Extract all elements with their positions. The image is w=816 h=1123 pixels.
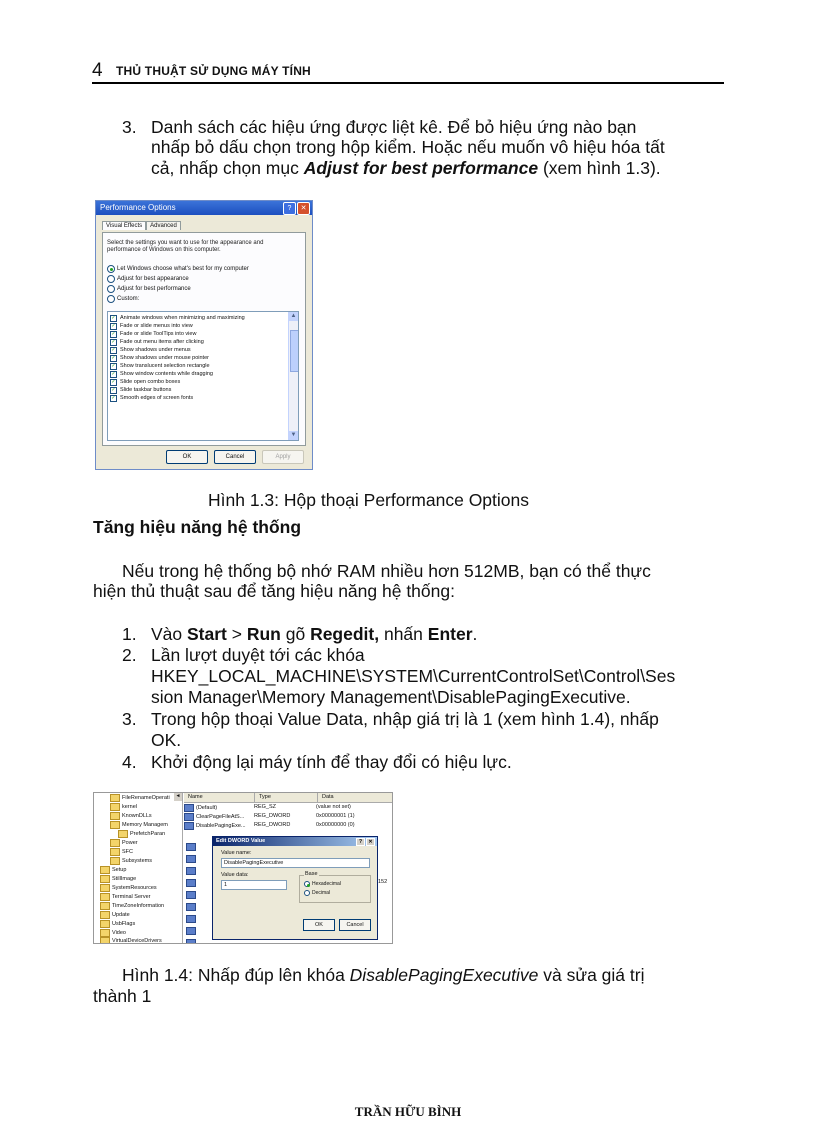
tree-label: Power bbox=[122, 840, 138, 846]
effect-item[interactable] bbox=[108, 386, 298, 394]
window-titlebar bbox=[96, 201, 312, 215]
tree-node[interactable] bbox=[100, 893, 151, 901]
caption-key-name: DisablePagingExecutive bbox=[349, 965, 539, 985]
table-row[interactable] bbox=[184, 822, 355, 830]
base-label: Base bbox=[305, 871, 318, 877]
figure14-caption-line1 bbox=[122, 965, 644, 985]
step3b-line1: Trong hộp thoại Value Data, nhập giá trị là 1 (xem hình 1.4), nhấp bbox=[151, 709, 659, 729]
tree-label: VirtualDeviceDrivers bbox=[112, 938, 162, 944]
registry-value-icon bbox=[186, 867, 196, 875]
radio-icon bbox=[304, 890, 310, 896]
step1-part: gõ bbox=[280, 624, 311, 644]
tree-label: Terminal Server bbox=[112, 894, 151, 900]
effect-item[interactable] bbox=[108, 370, 298, 378]
radio-label: Decimal bbox=[312, 890, 331, 896]
running-title: THỦ THUẬT SỬ DỤNG MÁY TÍNH bbox=[116, 64, 311, 78]
folder-icon bbox=[110, 821, 120, 829]
tree-node[interactable] bbox=[100, 884, 157, 892]
value-list-header bbox=[184, 793, 392, 803]
option-label: Custom: bbox=[117, 296, 140, 302]
step1-number: 1. bbox=[122, 624, 137, 644]
value-type: REG_DWORD bbox=[254, 813, 291, 819]
value-name-field[interactable]: DisablePagingExecutive bbox=[221, 858, 370, 868]
effects-list[interactable] bbox=[107, 311, 299, 441]
folder-icon bbox=[100, 920, 110, 928]
value-data: 0x00000001 (1) bbox=[316, 813, 355, 819]
close-icon[interactable]: ✕ bbox=[297, 202, 310, 215]
figure13-caption: Hình 1.3: Hộp thoại Performance Options bbox=[208, 490, 530, 510]
step2-number: 2. bbox=[122, 645, 137, 665]
scroll-left-icon[interactable]: ◄ bbox=[175, 793, 181, 799]
tree-label: TimeZoneInformation bbox=[112, 903, 165, 909]
checkbox-icon[interactable]: ✓ bbox=[111, 338, 116, 345]
scroll-thumb[interactable] bbox=[290, 330, 299, 372]
section-title: Tăng hiệu năng hệ thống bbox=[93, 517, 302, 537]
effect-item[interactable] bbox=[108, 322, 298, 330]
apply-button[interactable]: Apply bbox=[262, 450, 304, 464]
caption-part: và sửa giá trị bbox=[538, 965, 645, 985]
tree-node[interactable] bbox=[110, 812, 152, 820]
tree-label: SFC bbox=[122, 849, 133, 855]
folder-icon bbox=[100, 937, 110, 944]
step1-part: . bbox=[472, 624, 478, 644]
step3b-line2: OK. bbox=[151, 730, 182, 750]
tree-label: Subsystems bbox=[122, 858, 152, 864]
checkbox-icon[interactable]: ✓ bbox=[111, 370, 116, 377]
step3-line2: nhấp bỏ dấu chọn trong hộp kiểm. Hoặc nếu muốn vô hiệu hóa tất bbox=[151, 137, 665, 157]
option-let-windows-choose[interactable] bbox=[107, 265, 249, 273]
table-row[interactable] bbox=[184, 813, 355, 821]
radio-hexadecimal[interactable] bbox=[304, 881, 341, 887]
tree-node[interactable] bbox=[100, 875, 136, 883]
column-name[interactable]: Name bbox=[184, 793, 255, 802]
tree-node[interactable] bbox=[110, 821, 168, 829]
column-data[interactable]: Data bbox=[322, 794, 334, 800]
ok-button[interactable]: OK bbox=[166, 450, 208, 464]
tree-node[interactable] bbox=[100, 937, 162, 944]
tree-label: StillImage bbox=[112, 876, 137, 882]
option-best-appearance[interactable] bbox=[107, 275, 249, 283]
tree-label: FileRenameOperati bbox=[122, 795, 170, 801]
run-ref: Run bbox=[246, 624, 281, 644]
effect-label: Smooth edges of screen fonts bbox=[120, 395, 194, 401]
step3-number: 3. bbox=[122, 117, 137, 137]
value-name: DisablePagingExe... bbox=[196, 823, 246, 829]
tree-node[interactable] bbox=[100, 902, 164, 910]
tree-node[interactable] bbox=[100, 929, 126, 937]
step4-number: 4. bbox=[122, 752, 137, 772]
option-custom[interactable] bbox=[107, 295, 249, 303]
folder-icon bbox=[100, 902, 110, 910]
effect-item[interactable] bbox=[108, 338, 298, 346]
folder-icon bbox=[100, 893, 110, 901]
effect-label: Show shadows under mouse pointer bbox=[120, 355, 209, 361]
folder-icon bbox=[100, 884, 110, 892]
checkbox-icon[interactable]: ✓ bbox=[111, 322, 116, 329]
value-data-field[interactable]: 1 bbox=[221, 880, 287, 890]
page-footer: TRẦN HỮU BÌNH bbox=[354, 1104, 462, 1119]
tree-label: PrefetchParan bbox=[130, 831, 166, 837]
option-label: Let Windows choose what's best for my computer bbox=[117, 266, 249, 272]
dialog-buttons bbox=[166, 450, 304, 464]
step3-line3-post: (xem hình 1.3). bbox=[538, 158, 661, 178]
effect-label: Fade or slide ToolTips into view bbox=[120, 331, 197, 337]
folder-icon bbox=[100, 866, 110, 874]
value-name-label: Value name: bbox=[221, 850, 252, 856]
step2-line1: Lần lượt duyệt tới các khóa bbox=[151, 645, 365, 665]
value-data: (value not set) bbox=[316, 804, 351, 810]
checkbox-icon[interactable]: ✓ bbox=[111, 378, 116, 385]
checkbox-icon[interactable]: ✓ bbox=[111, 330, 116, 337]
step3-line3 bbox=[151, 158, 661, 178]
tree-node[interactable] bbox=[100, 911, 130, 919]
folder-icon bbox=[110, 848, 120, 856]
step1-part: > bbox=[226, 624, 247, 644]
step2-line2: HKEY_LOCAL_MACHINE\SYSTEM\CurrentControlSet\Control\Ses bbox=[151, 666, 676, 686]
folder-icon bbox=[100, 911, 110, 919]
help-icon[interactable]: ? bbox=[356, 838, 365, 846]
folder-icon bbox=[110, 794, 120, 802]
intro-line1: Select the settings you want to use for the appearance and bbox=[107, 240, 264, 246]
regedit-ref: Regedit, bbox=[310, 624, 380, 644]
intro-line2: hiện thủ thuật sau để tăng hiệu năng hệ thống: bbox=[93, 581, 455, 601]
effect-label: Show translucent selection rectangle bbox=[120, 363, 210, 369]
folder-icon bbox=[100, 929, 110, 937]
tab-advanced[interactable]: Advanced bbox=[146, 221, 181, 230]
dialog-titlebar bbox=[213, 837, 377, 846]
value-name: (Default) bbox=[196, 805, 218, 811]
value-type: REG_SZ bbox=[254, 804, 277, 810]
effect-label: Animate windows when minimizing and maximizing bbox=[120, 315, 245, 321]
checkbox-icon[interactable]: ✓ bbox=[111, 394, 116, 401]
tree-node[interactable] bbox=[110, 794, 170, 802]
value-name: ClearPageFileAtS... bbox=[196, 814, 245, 820]
checkbox-icon[interactable]: ✓ bbox=[111, 362, 116, 369]
step1-part: nhấn bbox=[379, 624, 428, 644]
registry-value-icon bbox=[184, 822, 194, 830]
effect-item[interactable] bbox=[108, 346, 298, 354]
checkbox-icon[interactable]: ✓ bbox=[111, 346, 116, 353]
start-menu-ref: Start bbox=[187, 624, 227, 644]
option-label: Adjust for best appearance bbox=[117, 276, 189, 282]
checkbox-icon[interactable]: ✓ bbox=[111, 314, 116, 321]
registry-value-icon bbox=[186, 939, 196, 944]
radio-icon bbox=[107, 275, 115, 283]
folder-icon bbox=[118, 830, 128, 838]
registry-value-icon bbox=[186, 903, 196, 911]
radio-selected-icon bbox=[107, 265, 115, 273]
step2-line3: sion Manager\Memory Management\DisablePagingExecutive. bbox=[151, 687, 631, 707]
effect-label: Show shadows under menus bbox=[120, 347, 191, 353]
tree-node[interactable] bbox=[118, 830, 165, 838]
step4-line1: Khởi động lại máy tính để thay đổi có hiệu lực. bbox=[151, 752, 512, 772]
cancel-button[interactable]: Cancel bbox=[339, 919, 371, 931]
effect-item[interactable] bbox=[108, 378, 298, 386]
tree-label: UsbFlags bbox=[112, 921, 136, 927]
tree-node[interactable] bbox=[100, 866, 126, 874]
figure14-caption-line2: thành 1 bbox=[93, 986, 152, 1006]
value-data: 0x00000000 (0) bbox=[316, 822, 355, 828]
registry-editor-screenshot bbox=[93, 792, 393, 944]
option-label: Adjust for best performance bbox=[117, 286, 191, 292]
tree-label: Video bbox=[112, 930, 126, 936]
radio-label: Hexadecimal bbox=[312, 881, 341, 887]
base-group bbox=[299, 871, 371, 903]
tree-label: Memory Managem bbox=[122, 822, 168, 828]
radio-icon bbox=[107, 295, 115, 303]
value-type: REG_DWORD bbox=[254, 822, 291, 828]
effect-item[interactable] bbox=[108, 314, 298, 322]
tree-node[interactable] bbox=[110, 857, 152, 865]
step1-part: Vào bbox=[151, 624, 187, 644]
tab-strip bbox=[102, 221, 181, 230]
folder-icon bbox=[110, 857, 120, 865]
effect-label: Slide taskbar buttons bbox=[120, 387, 172, 393]
checkbox-icon[interactable]: ✓ bbox=[111, 354, 116, 361]
help-icon[interactable]: ? bbox=[283, 202, 296, 215]
folder-icon bbox=[110, 812, 120, 820]
registry-value-icon bbox=[186, 915, 196, 923]
value-data-label: Value data: bbox=[221, 872, 249, 878]
folder-icon bbox=[110, 839, 120, 847]
effect-item[interactable] bbox=[108, 330, 298, 338]
registry-value-icon bbox=[184, 804, 194, 812]
page-header bbox=[92, 58, 724, 84]
performance-options-screenshot bbox=[95, 200, 313, 470]
tree-node[interactable] bbox=[110, 839, 138, 847]
folder-icon bbox=[110, 803, 120, 811]
effect-label: Fade or slide menus into view bbox=[120, 323, 193, 329]
effect-label: Fade out menu items after clicking bbox=[120, 339, 204, 345]
scroll-up-icon[interactable]: ▲ bbox=[290, 313, 297, 319]
registry-value-icon bbox=[186, 855, 196, 863]
cancel-button[interactable]: Cancel bbox=[214, 450, 256, 464]
effect-item[interactable] bbox=[108, 362, 298, 370]
visual-effects-panel bbox=[102, 232, 306, 446]
ok-button[interactable]: OK bbox=[303, 919, 335, 931]
page-number: 4 bbox=[92, 60, 103, 81]
step3b-number: 3. bbox=[122, 709, 137, 729]
caption-part: Hình 1.4: Nhấp đúp lên khóa bbox=[122, 965, 350, 985]
radio-selected-icon bbox=[304, 881, 310, 887]
enter-ref: Enter bbox=[427, 624, 473, 644]
step3-option-name: Adjust for best performance bbox=[303, 158, 539, 178]
tree-node[interactable] bbox=[110, 803, 137, 811]
tree-node[interactable] bbox=[110, 848, 133, 856]
option-best-performance[interactable] bbox=[107, 285, 249, 293]
tree-label: SystemResources bbox=[112, 885, 157, 891]
intro-line2: performance of Windows on this computer. bbox=[107, 247, 221, 253]
scroll-down-icon[interactable]: ▼ bbox=[290, 432, 297, 438]
registry-value-icon bbox=[186, 879, 196, 887]
radio-group bbox=[107, 265, 249, 305]
column-type[interactable]: Type bbox=[255, 793, 318, 802]
list-scrollbar[interactable] bbox=[288, 312, 298, 440]
effect-item[interactable] bbox=[108, 354, 298, 362]
effect-item[interactable] bbox=[108, 394, 298, 402]
step3-line1: Danh sách các hiệu ứng được liệt kê. Để bỏ hiệu ứng nào bạn bbox=[151, 117, 637, 137]
edit-dword-dialog bbox=[212, 836, 378, 940]
value-icons-column bbox=[186, 843, 198, 944]
step1-text bbox=[151, 624, 477, 644]
dialog-title: Edit DWORD Value bbox=[216, 838, 266, 844]
checkbox-icon[interactable]: ✓ bbox=[111, 386, 116, 393]
registry-value-icon bbox=[186, 891, 196, 899]
radio-decimal[interactable] bbox=[304, 890, 330, 896]
tree-node[interactable] bbox=[100, 920, 135, 928]
effect-label: Show window contents while dragging bbox=[120, 371, 213, 377]
table-row[interactable] bbox=[184, 804, 351, 812]
registry-value-icon bbox=[186, 927, 196, 935]
effect-label: Slide open combo boxes bbox=[120, 379, 181, 385]
window-title: Performance Options bbox=[100, 203, 176, 212]
tree-label: kernel bbox=[122, 804, 137, 810]
registry-value-icon bbox=[186, 843, 196, 851]
intro-line1: Nếu trong hệ thống bộ nhớ RAM nhiều hơn 512MB, bạn có thể thực bbox=[122, 561, 651, 581]
registry-value-icon bbox=[184, 813, 194, 821]
tab-visual-effects[interactable]: Visual Effects bbox=[102, 221, 146, 230]
tree-label: Update bbox=[112, 912, 130, 918]
radio-icon bbox=[107, 285, 115, 293]
tree-label: KnownDLLs bbox=[122, 813, 152, 819]
step3-line3-pre: cả, nhấp chọn mục bbox=[151, 158, 304, 178]
partial-value: 152 bbox=[378, 879, 388, 885]
tree-label: Setup bbox=[112, 867, 127, 873]
close-icon[interactable]: ✕ bbox=[366, 838, 375, 846]
registry-tree[interactable] bbox=[94, 793, 183, 943]
folder-icon bbox=[100, 875, 110, 883]
